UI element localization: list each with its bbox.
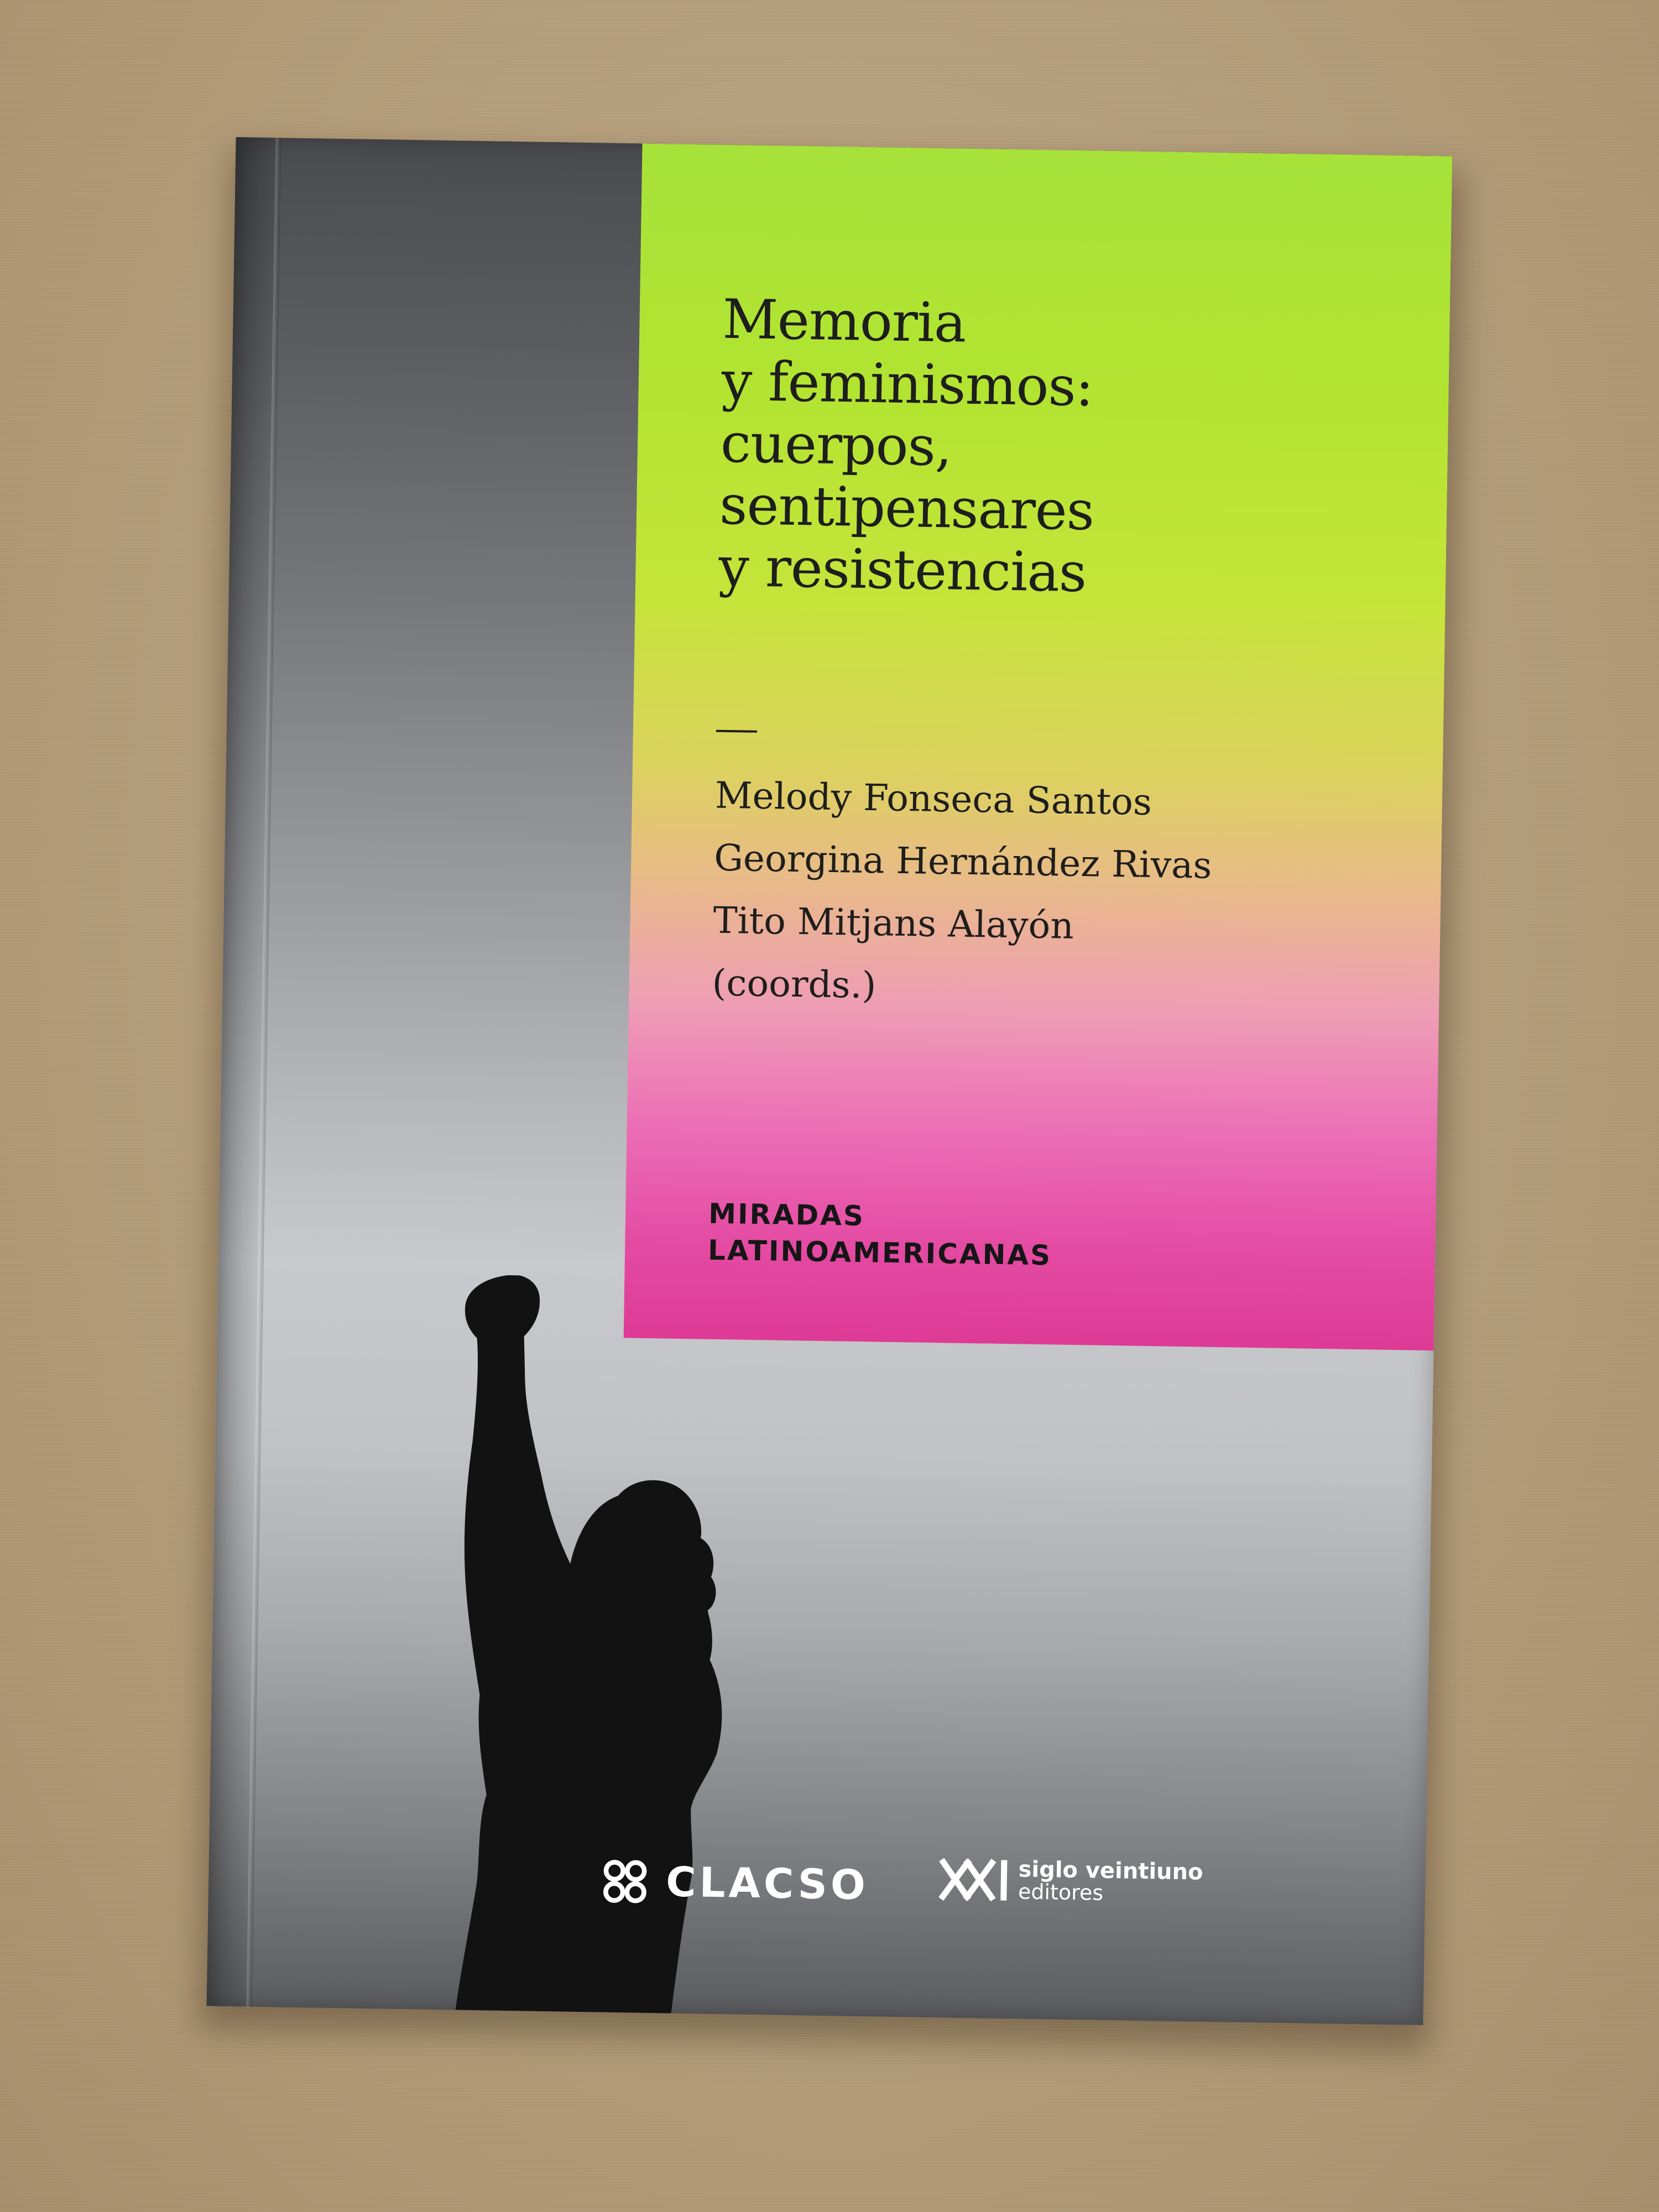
series-line: LATINOAMERICANAS [707, 1234, 1052, 1272]
clacso-logo [598, 1855, 869, 1912]
siglo-wordmark [1018, 1856, 1203, 1906]
siglo-editores: editores [1018, 1879, 1104, 1905]
title-separator [716, 730, 757, 733]
author-list [712, 764, 1213, 1022]
title-panel [624, 143, 1453, 1350]
clacso-wordmark: CLACSO [665, 1858, 869, 1910]
siglo-name: siglo veintiuno [1018, 1856, 1203, 1885]
series-name [708, 1196, 1053, 1274]
clacso-knot-icon [598, 1855, 651, 1908]
siglo-xxi-icon [938, 1858, 1011, 1902]
title-line: y feminismos: [721, 349, 1094, 419]
title-line: y resistencias [718, 535, 1087, 605]
book-title [718, 289, 1098, 604]
author-name: Georgina Hernández Rivas [713, 836, 1212, 887]
title-line: Memoria [722, 288, 967, 355]
author-name: Melody Fonseca Santos [714, 774, 1152, 824]
book-cover [207, 137, 1453, 2025]
series-line: MIRADAS [708, 1197, 865, 1233]
coords-label: (coords.) [712, 961, 877, 1007]
title-line: sentipensares [719, 473, 1094, 543]
title-line: cuerpos, [720, 411, 952, 479]
author-name: Tito Mitjans Alayón [712, 899, 1074, 947]
siglo-veintiuno-logo [938, 1857, 1203, 1905]
